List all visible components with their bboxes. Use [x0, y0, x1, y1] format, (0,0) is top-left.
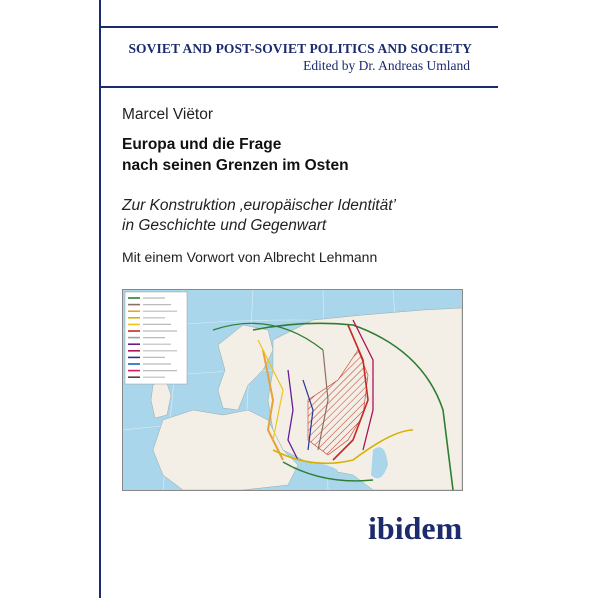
book-title: [122, 134, 349, 176]
book-subtitle-line-1: Zur Konstruktion ‚europäischer Identität’: [122, 197, 396, 214]
cover-top-rule: [99, 26, 498, 28]
book-title-line-2: nach seinen Grenzen im Osten: [122, 157, 349, 174]
book-subtitle-line-2: in Geschichte und Gegenwart: [122, 217, 327, 234]
book-title-line-1: Europa und die Frage: [122, 136, 282, 153]
europe-map-svg: [123, 290, 462, 490]
cover-map: [122, 289, 463, 491]
cover-header-rule: [99, 86, 498, 88]
book-subtitle: [122, 196, 396, 236]
author-name: Marcel Viëtor: [122, 106, 214, 123]
publisher-logo: ibidem: [368, 510, 463, 546]
foreword-credit: Mit einem Vorwort von Albrecht Lehmann: [122, 249, 378, 265]
cover-vertical-rule: [99, 0, 101, 598]
series-title: SOVIET AND POST-SOVIET POLITICS AND SOCIETY: [128, 41, 472, 56]
series-editor: Edited by Dr. Andreas Umland: [303, 58, 470, 73]
